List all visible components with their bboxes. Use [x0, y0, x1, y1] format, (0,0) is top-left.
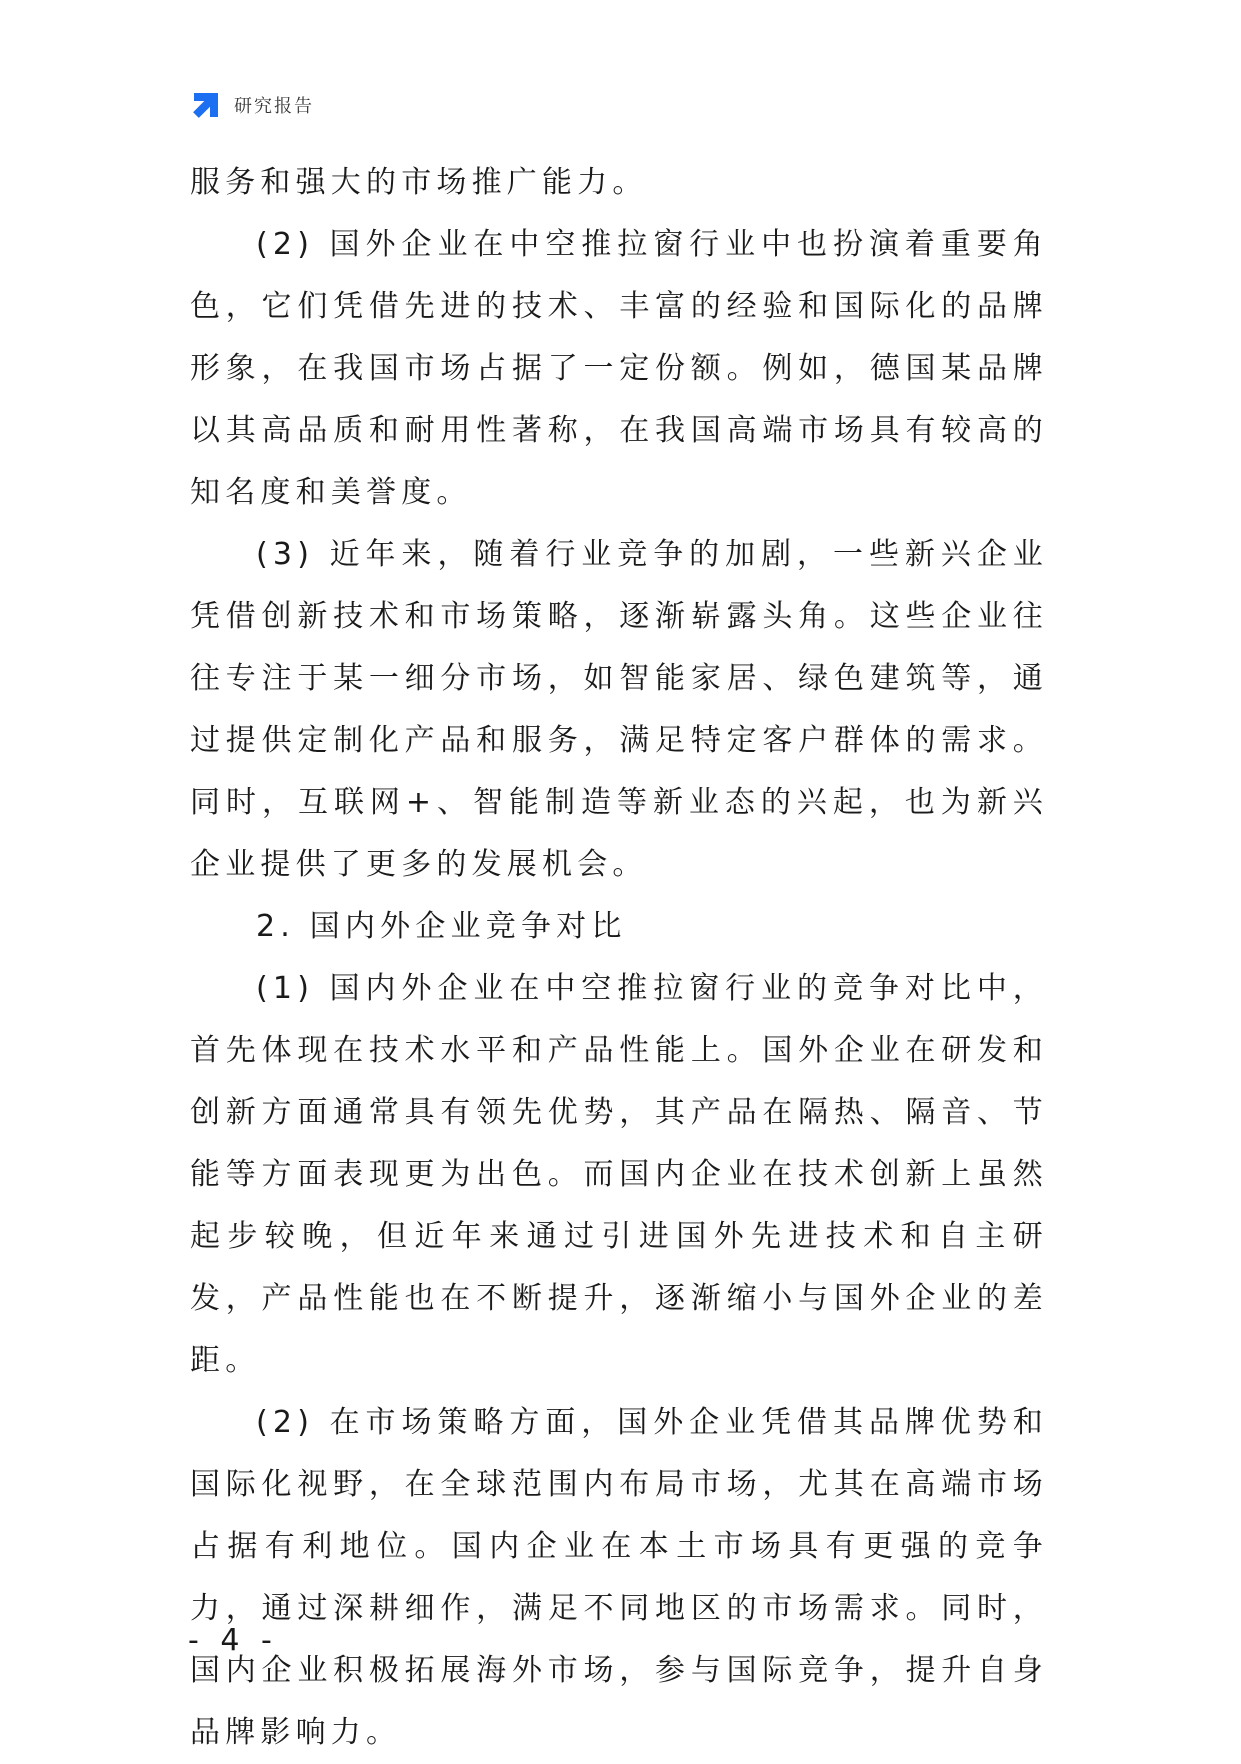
page-header [190, 88, 314, 122]
paragraph: (2) 在市场策略方面，国外企业凭借其品牌优势和国际化视野，在全球范围内布局市场，尤其在高端市场占据有利地位。国内企业在本土市场具有更强的竞争力，通过深耕细作，满足不同地区的市场需求。同时，国内企业积极拓展海外市场，参与国际竞争，提升自身品牌影响力。 [190, 1405, 1048, 1750]
paragraph: (3) 近年来，随着行业竞争的加剧，一些新兴企业凭借创新技术和市场策略，逐渐崭露头角。这些企业往往专注于某一细分市场，如智能家居、绿色建筑等，通过提供定制化产品和服务，满足特定客户群体的需求。同时，互联网+、智能制造等新业态的兴起，也为新兴企业提供了更多的发展机会。 [190, 537, 1048, 882]
header-title: 研究报告 [234, 96, 314, 117]
document-body [190, 152, 1048, 1764]
arrow-up-right-icon [190, 89, 222, 121]
page-number: - 4 - [188, 1623, 278, 1658]
paragraph: (1) 国内外企业在中空推拉窗行业的竞争对比中，首先体现在技术水平和产品性能上。国外企业在研发和创新方面通常具有领先优势，其产品在隔热、隔音、节能等方面表现更为出色。而国内企业在技术创新上虽然起步较晚，但近年来通过引进国外先进技术和自主研发，产品性能也在不断提升，逐渐缩小与国外企业的差距。 [190, 971, 1048, 1378]
section-heading: 2. 国内外企业竞争对比 [256, 909, 627, 944]
paragraph-continued: 服务和强大的市场推广能力。 [190, 165, 648, 200]
paragraph: (2) 国外企业在中空推拉窗行业中也扮演着重要角色，它们凭借先进的技术、丰富的经验和国际化的品牌形象，在我国市场占据了一定份额。例如，德国某品牌以其高品质和耐用性著称，在我国高端市场具有较高的知名度和美誉度。 [190, 227, 1048, 510]
